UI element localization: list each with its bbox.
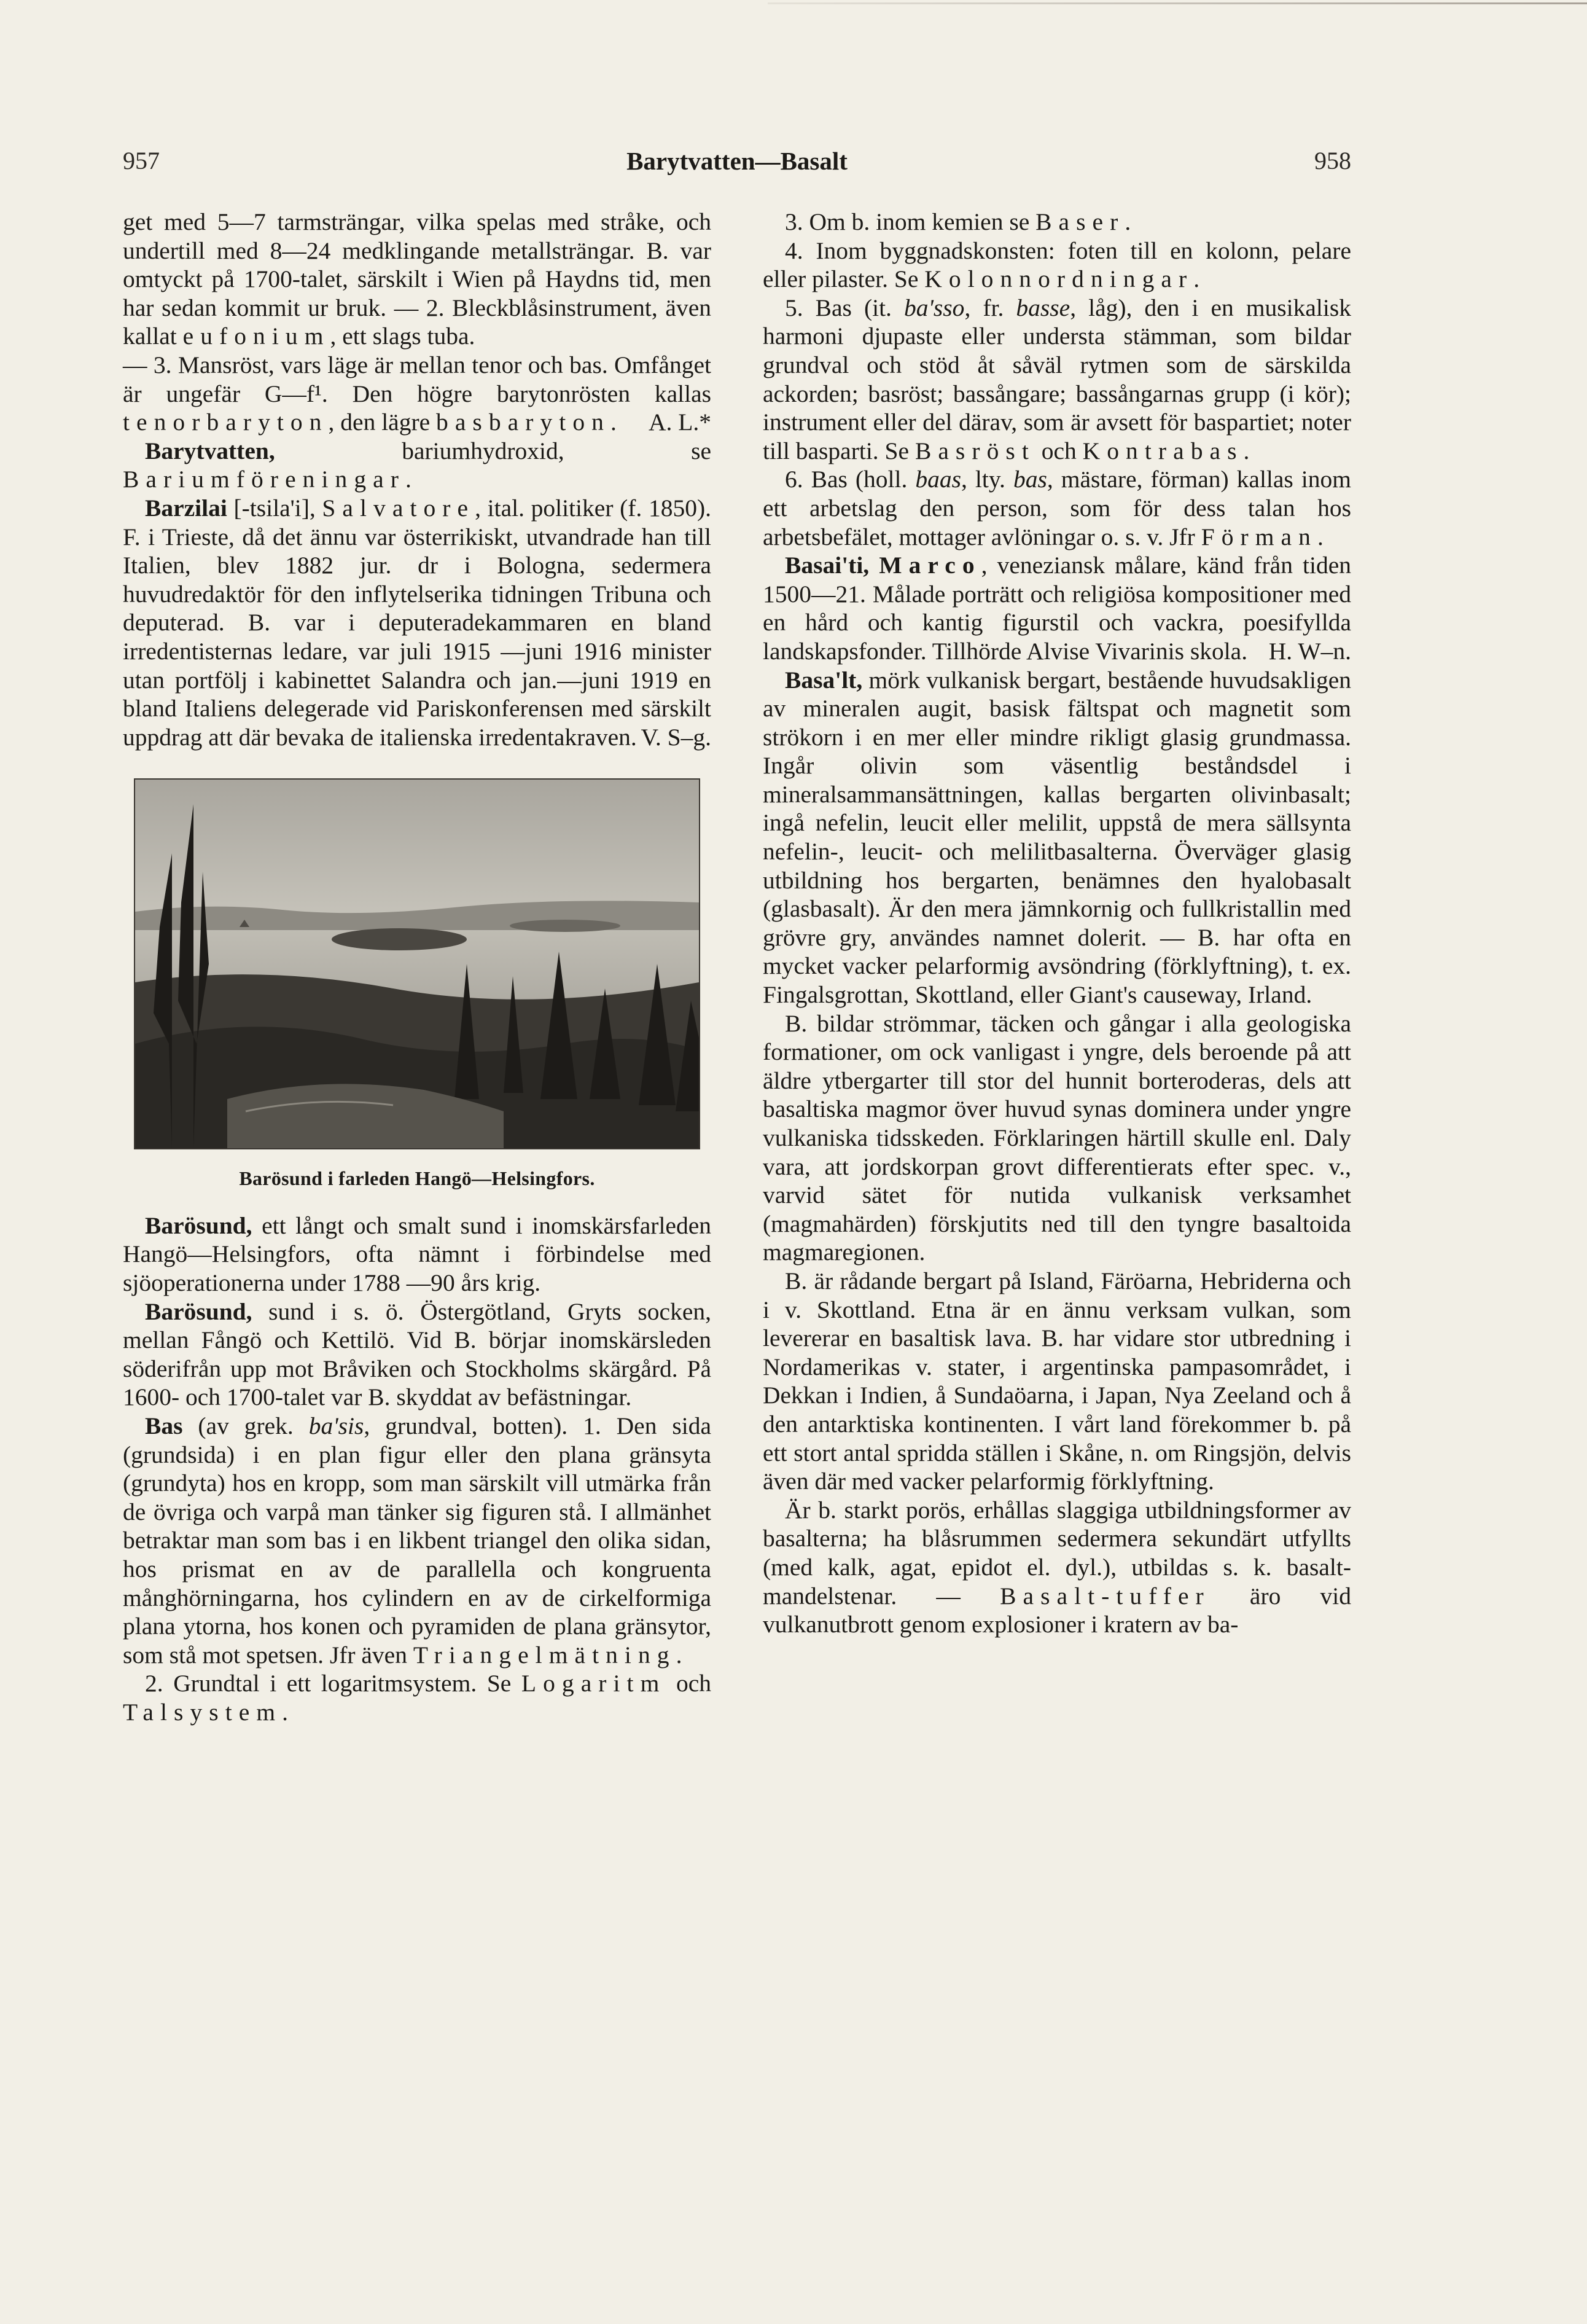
page-number-right: 958 (1314, 147, 1351, 174)
running-head: Barytvatten—Basalt (626, 147, 848, 175)
entry-barosund-2: Barösund, sund i s. ö. Östergötland, Gryts socken, mellan Fångö och Kettilö. Vid B. börjar inomskärsleden söderifrån upp mot Bråviken och Stockholms skärgård. På 1600- och 1700-talet var B. skyddat av befästningar. (123, 1297, 711, 1411)
entry-bas-3: 3. Om b. inom kemien se Baser. (785, 208, 1131, 235)
right-column (763, 208, 1351, 1639)
author-signature: V. S–g. (641, 723, 711, 751)
entry-basalt-para4: Är b. starkt porös, erhållas slaggiga utbildningsformer av basalterna; ha blåsrummen sedermera sekundärt utfyllts (med kalk, agat, epidot el. dyl.), utbildas s. k. basalt-mandelstenar. — Basalt-tuffer äro vid vulkanutbrott genom explosioner i kratern av ba- (763, 1496, 1351, 1638)
headword: Basa'lt, (785, 666, 863, 694)
headword: Barösund, (145, 1297, 252, 1325)
headword: Basai'ti, (785, 552, 870, 579)
entry-barytvatten: Barytvatten, bariumhydroxid, se Bariumföreningar. (123, 437, 711, 493)
entry-barosund-1: Barösund, ett långt och smalt sund i inomskärsfarleden Hangö—Helsingfors, ofta nämnt i förbindelse med sjöoperationerna under 1788 —90 års krig. (123, 1211, 711, 1297)
entry-barzilai: Barzilai [-tsila'i], Salvatore, ital. politiker (f. 1850). F. i Trieste, då det ännu var österrikiskt, utvandrade han till Italien, blev 1882 jur. dr i Bologna, sedermera huvudredaktör för den inflytelserika tidningen Tribuna och deputerad. B. var i deputeradekammaren en bland irredentisternas ledare, var juli 1915 —juni 1916 minister utan portfölj i kabinettet Salandra och jan.—juni 1919 en bland Italiens delegerade vid Pariskonferensen med särskilt uppdrag att där bevaka de italienska irredentakraven. V. S–g. (123, 494, 711, 751)
page-header (123, 146, 1351, 183)
headword: Barzilai (145, 494, 227, 522)
entry-bas-4: 4. Inom byggnadskonsten: foten till en kolonn, pelare eller pilaster. Se Kolonnordningar. (763, 237, 1351, 293)
headword: Bas (145, 1412, 183, 1440)
entry-baryton-part3: — 3. Mansröst, vars läge är mellan tenor och bas. Omfånget är ungefär G—f¹. Den högre barytonrösten kallas tenorbaryton, den lägre basbaryton. A. L.* (123, 351, 711, 436)
left-column (123, 208, 711, 1727)
author-signature: H. W–n. (1268, 637, 1351, 665)
page-number-left: 957 (123, 147, 160, 174)
figure-caption: Barösund i farleden Hangö—Helsingfors. (239, 1167, 595, 1190)
headword: Barösund, (145, 1211, 252, 1239)
entry-bas: Bas (av grek. ba'sis, grundval, botten). 1. Den sida (grundsida) i en plan figur eller den plana gränsyta (grundyta) hos en kropp, som man särskilt vill utmärka från de övriga och varpå man tänker sig figuren stå. I allmänhet betraktar man som bas i en likbent triangel den olika sidan, hos prismat en av de parallella och kongruenta månghörningarna, hos cylindern en av de cirkelformiga plana ytorna, hos konen och pyramiden de plana gränsytor, som stå mot spetsen. Jfr även Triangelmätning. (123, 1412, 711, 1669)
entry-basaiti: Basai'ti, Marco, veneziansk målare, känd från tiden 1500—21. Målade porträtt och religiösa kompositioner med en hård och kantig figurstil och vackra, poesifyllda landskapsfonder. Tillhörde Alvise Vivarinis skola. H. W–n. (763, 552, 1351, 665)
entry-basalt: Basa'lt, mörk vulkanisk bergart, bestående huvudsakligen av mineralen augit, basisk fältspat och magnetit som strökorn i en mer eller mindre rikligt glasig grundmassa. Ingår olivin som väsentlig beståndsdel i mineralsammansättningen, kallas bergarten olivinbasalt; ingå nefelin, leucit eller melilit, uppstå de mera sällsynta nefelin-, leucit- och melilitbasalterna. Överväger glasig utbildning hos bergarten, benämnes den hyalobasalt (glasbasalt). Är den mera jämnkornig och fullkristallin med grövre gry, användes namnet dolerit. — B. har ofta en mycket vacker pelarformig avsöndring (förklyftning), t. ex. Fingalsgrottan, Skottland, eller Giant's causeway, Irland. (763, 666, 1351, 1009)
entry-bas-2: 2. Grundtal i ett logaritmsystem. Se Logaritm och Talsystem. (123, 1670, 711, 1726)
scan-edge (768, 2, 1587, 4)
entry-basalt-para2: B. bildar strömmar, täcken och gångar i alla geologiska formationer, om ock vanligast i yngre, dels beroende på att äldre ytbergarter till stor del hunnit borteroderas, dels att basaltiska magmor över huvud synas dominera under yngre vulkaniska tidsskeden. Förklaringen härtill skulle enl. Daly vara, att jordskorpan grovt differentierats efter spec. v., varvid sätet för nutida vulkanisk verksamhet (magmahärden) förskjutits ned till den tyngre basaltoida magmaregionen. (763, 1009, 1351, 1266)
entry-bas-6: 6. Bas (holl. baas, lty. bas, mästare, förman) kallas inom ett arbetslag den person, som för dess talan hos arbetsbefälet, mottager avlöningar o. s. v. Jfr Förman. (763, 466, 1352, 550)
headword: Barytvatten, (145, 437, 275, 464)
entry-baryton-continued: get med 5—7 tarmsträngar, vilka spelas med stråke, och undertill med 8—24 medklingande metallsträngar. B. var omtyckt på 1700-talet, särskilt i Wien på Haydns tid, men har sedan kommit ur bruk. — 2. Bleckblåsinstrument, även kallat eufonium, ett slags tuba. (123, 208, 711, 350)
figure-barosund (123, 778, 711, 1193)
entry-basalt-para3: B. är rådande bergart på Island, Färöarna, Hebriderna och i v. Skottland. Etna är en ännu verksam vulkan, som levererar en basaltisk lava. B. har vidare stor utbredning i Nordamerikas v. stater, i argentinska pampasområdet, i Dekkan i Indien, å Sundaöarna, i Japan, Nya Zeeland och å den antarktiska kontinenten. I vårt land förekommer b. på ett stort antal spridda ställen i Skåne, n. om Ringsjön, delvis även där med vacker pelarformig förklyftning. (763, 1267, 1351, 1495)
author-signature: A. L.* (648, 409, 711, 436)
entry-bas-5: 5. Bas (it. ba'sso, fr. basse, låg), den i en musikalisk harmoni djupaste eller understa stämman, som bildar grundval och stöd åt såväl rytmen som de särskilda ackorden; basröst; bassångare; bassångarnas grupp (i kör); instrument eller del därav, som är avsett för baspartiet; noter till basparti. Se Basröst och Kontrabas. (763, 294, 1352, 464)
landscape-photo (134, 778, 700, 1149)
